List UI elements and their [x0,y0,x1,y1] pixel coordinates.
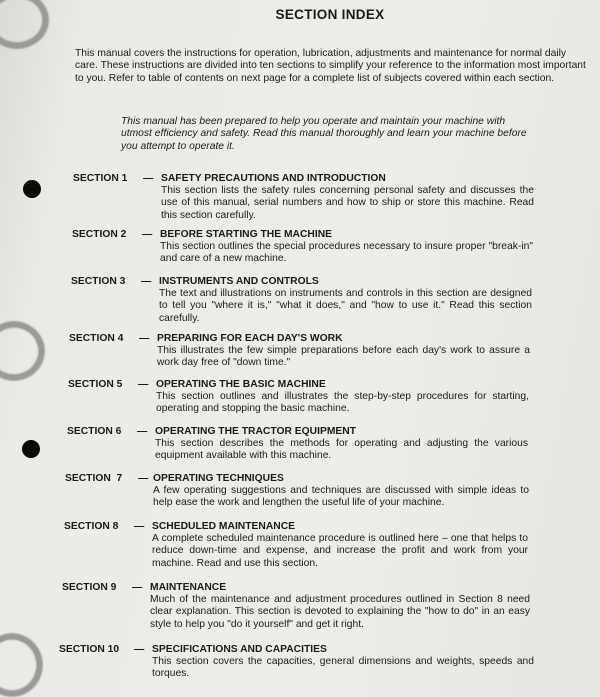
section-title: SPECIFICATIONS AND CAPACITIES [152,644,327,655]
dash: — [138,379,149,390]
section-title: SAFETY PRECAUTIONS AND INTRODUCTION [161,173,386,184]
section-label: SECTION 3 [71,276,126,287]
section-description: This section lists the safety rules concerning personal safety and discusses the use of this manual, serial numbers and how to ship or store this machine. Read this section carefully. [161,185,534,221]
punch-hole [23,180,41,198]
section-description: This section outlines the special procedures necessary to insure proper "break-in" and care of a new machine. [160,241,533,265]
punch-hole [22,440,40,458]
italic-note: This manual has been prepared to help you operate and maintain your machine with utmost efficiency and safety. Read this manual thoroughly and learn your machine before you attempt to operate it. [121,116,527,152]
section-title: OPERATING THE BASIC MACHINE [156,379,326,390]
section-description: A complete scheduled maintenance procedure is outlined here – one that helps to reduce down-time and expense, and increase the profit and work from your machine. Read and use this section. [152,533,528,569]
section-title: OPERATING TECHNIQUES [153,473,284,484]
dash: — [141,276,152,287]
section-label: SECTION 4 [69,333,124,344]
section-label: SECTION 8 [64,521,119,532]
section-label: SECTION 7 [65,473,123,484]
section-description: This section outlines and illustrates the step-by-step procedures for starting, operating and stopping the basic machine. [156,391,529,415]
section-description: This section describes the methods for operating and adjusting the various equipment available with this machine. [155,438,528,462]
dash: — [138,473,149,484]
section-description: Much of the maintenance and adjustment procedures outlined in Section 8 need clear explanation. This section is devoted to explaining the "how to do" in an easy style to help you "do it yourself" and get it right. [150,594,530,630]
section-label: SECTION 5 [68,379,123,390]
section-title: SCHEDULED MAINTENANCE [152,521,296,532]
binder-ring-middle [0,322,44,380]
dash: — [134,521,145,532]
section-label: SECTION 1 [73,173,128,184]
section-title: INSTRUMENTS AND CONTROLS [159,276,319,287]
section-title: MAINTENANCE [150,582,227,593]
section-description: A few operating suggestions and techniques are discussed with simple ideas to help ease the work and lengthen the useful life of your machine. [153,485,529,509]
section-description: The text and illustrations on instruments and controls in this section are designed to tell you "where it is," "what it does," and "how to use it." Read this section carefully. [159,288,532,324]
dash: — [142,229,153,240]
section-label: SECTION 2 [72,229,127,240]
dash: — [143,173,154,184]
section-title: OPERATING THE TRACTOR EQUIPMENT [155,426,356,437]
binder-ring-bottom [0,634,42,696]
section-description: This illustrates the few simple preparations before each day's work to assure a work day free of "down time." [157,345,530,369]
dash: — [132,582,143,593]
dash: — [137,426,148,437]
section-label: SECTION 9 [62,582,117,593]
dash: — [139,333,150,344]
section-label: SECTION 6 [67,426,122,437]
section-description: This section covers the capacities, general dimensions and weights, speeds and torques. [152,656,534,680]
page-title: SECTION INDEX [275,7,385,22]
section-label: SECTION 10 [59,644,120,655]
section-title: BEFORE STARTING THE MACHINE [160,229,332,240]
section-title: PREPARING FOR EACH DAY'S WORK [157,333,343,344]
dash: — [134,644,145,655]
intro-paragraph: This manual covers the instructions for operation, lubrication, adjustments and maintenance for normal daily care. These instructions are divided into ten sections to simplify your reference to the information most important to you. Refer to table of contents on next page for a complete list of subjects covered within each section. [75,48,586,84]
